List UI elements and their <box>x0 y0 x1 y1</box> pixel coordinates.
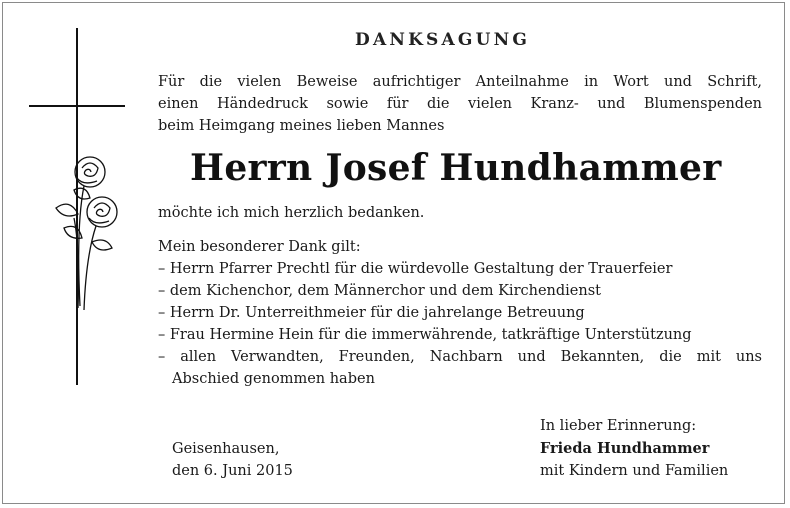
signer-family: mit Kindern und Familien <box>540 463 729 479</box>
thanks-item: – allen Verwandten, Freunden, Nachbarn und Bekannten, die mit uns <box>158 349 762 365</box>
date: den 6. Juni 2015 <box>172 463 293 479</box>
notice-heading: DANKSAGUNG <box>355 30 531 50</box>
thanks-list <box>158 258 762 390</box>
signer-name: Frieda Hundhammer <box>540 440 710 457</box>
thanks-item: – Frau Hermine Hein für die immerwährende, tatkräftige Unterstützung <box>158 327 692 343</box>
thanks-item: – dem Kichenchor, dem Männerchor und dem Kirchendienst <box>158 283 601 299</box>
intro-text <box>158 71 762 137</box>
intro-line: einen Händedruck sowie für die vielen Kranz- und Blumenspenden <box>158 96 762 112</box>
special-thanks-intro: Mein besonderer Dank gilt: <box>158 239 361 255</box>
cross-icon-crossbar <box>29 105 125 107</box>
closing-text: In lieber Erinnerung: <box>540 418 697 434</box>
thanks-item-continuation: Abschied genommen haben <box>172 371 375 387</box>
intro-line: beim Heimgang meines lieben Mannes <box>158 118 445 134</box>
thanks-line: möchte ich mich herzlich bedanken. <box>158 205 425 221</box>
roses-icon <box>44 150 124 310</box>
thanks-item: – Herrn Pfarrer Prechtl für die würdevolle Gestaltung der Trauerfeier <box>158 261 673 277</box>
intro-line: Für die vielen Beweise aufrichtiger Anteilnahme in Wort und Schrift, <box>158 74 762 90</box>
deceased-name: Herrn Josef Hundhammer <box>190 147 722 189</box>
thanks-item: – Herrn Dr. Unterreithmeier für die jahrelange Betreuung <box>158 305 585 321</box>
place: Geisenhausen, <box>172 441 280 457</box>
